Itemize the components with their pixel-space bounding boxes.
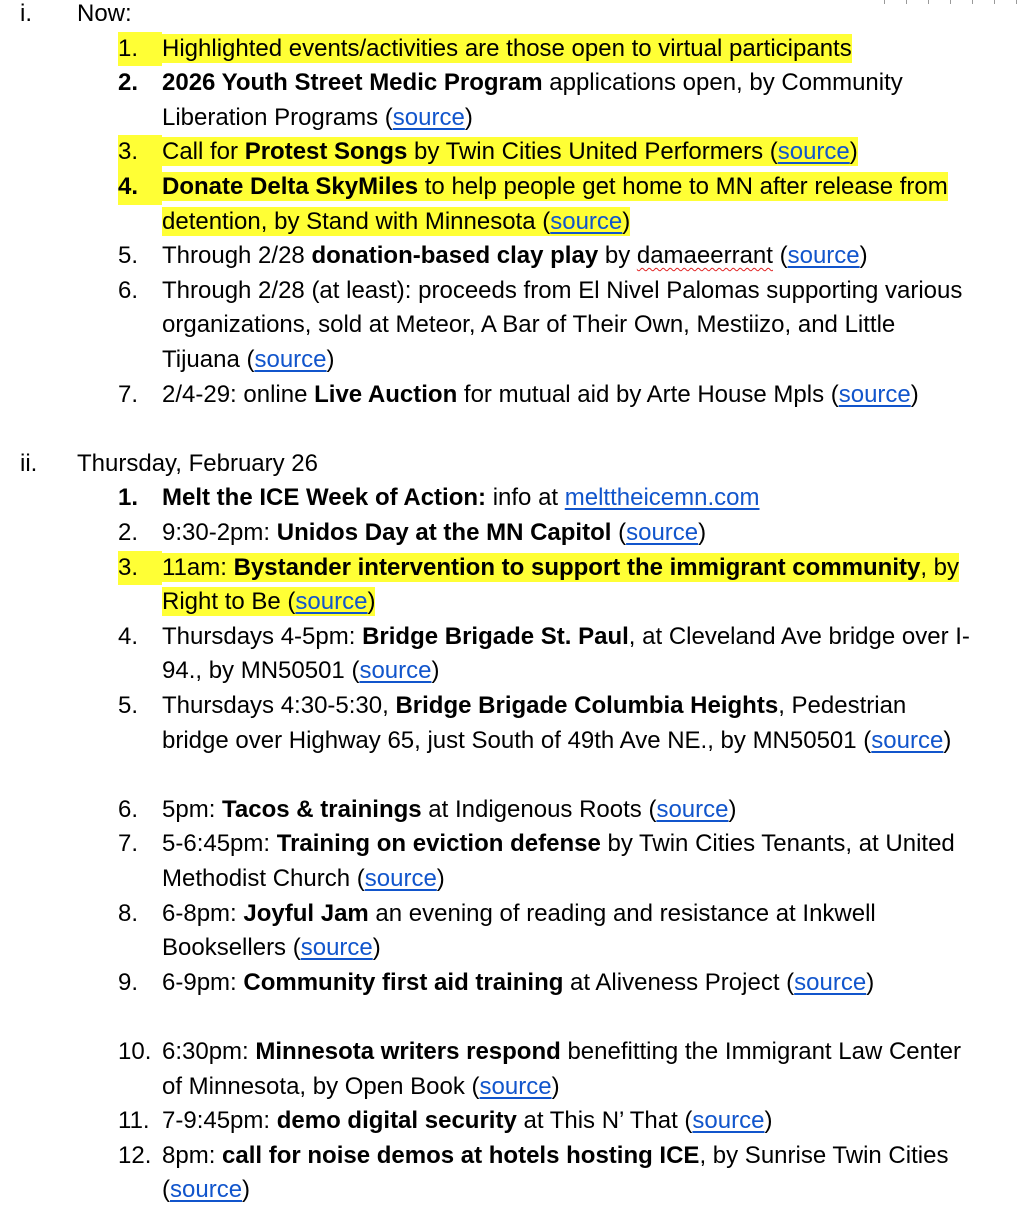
list-item-text xyxy=(162,1035,978,1104)
list-number: 2. xyxy=(118,69,139,97)
ruler-tick xyxy=(1016,0,1017,4)
list-item-text xyxy=(162,620,978,689)
text-run: ) xyxy=(431,657,440,685)
list-number: 3. xyxy=(118,135,162,170)
list-item-text xyxy=(162,481,978,516)
text-run: ) xyxy=(943,726,952,754)
list-item xyxy=(118,1139,978,1208)
list-item-text xyxy=(162,378,978,413)
text-run: ( xyxy=(611,519,627,546)
text-run: ) xyxy=(326,345,335,373)
source-link[interactable]: source xyxy=(794,968,867,996)
item-text xyxy=(162,830,955,892)
item-text xyxy=(162,623,970,685)
text-run: at Indigenous Roots ( xyxy=(421,795,657,823)
ruler-tick xyxy=(950,0,951,4)
event-title: Bridge Brigade St. Paul xyxy=(362,622,629,650)
item-text xyxy=(162,1107,772,1134)
list-item-text xyxy=(162,516,978,551)
list-item-text xyxy=(162,1139,978,1208)
item-text xyxy=(162,1142,948,1204)
text-run: ) xyxy=(764,1107,773,1135)
event-title: donation-based clay play xyxy=(311,242,599,270)
ruler-tick xyxy=(972,0,973,4)
event-title: Bridge Brigade Columbia Heights xyxy=(395,692,779,719)
text-run: by Twin Cities United Performers ( xyxy=(407,138,778,166)
item-text xyxy=(162,796,736,823)
list-number: 1. xyxy=(118,32,162,67)
list-item-text xyxy=(162,66,978,135)
text-run: ) xyxy=(910,380,919,408)
source-link[interactable]: source xyxy=(254,345,327,373)
source-link[interactable]: source xyxy=(359,657,432,685)
text-run: 6-9pm: xyxy=(162,968,244,996)
list-number: 5. xyxy=(118,692,139,719)
source-link[interactable]: source xyxy=(295,588,368,616)
text-run: ) xyxy=(436,864,445,892)
item-text xyxy=(162,484,759,511)
text-run: , Pedestrian bridge over Highway 65, just South of 49th Ave NE., by MN50501 ( xyxy=(162,692,907,754)
text-run: Thursdays 4-5pm: xyxy=(162,622,363,650)
ruler-tick xyxy=(928,0,929,4)
item-text xyxy=(162,69,903,131)
text-run: ) xyxy=(367,588,376,616)
highlight-span xyxy=(162,172,948,236)
event-title: Training on eviction defense xyxy=(276,830,601,858)
list-item xyxy=(118,1104,978,1139)
list-item xyxy=(118,1035,978,1104)
source-link[interactable]: source xyxy=(170,1176,243,1204)
list-number: 11. xyxy=(118,1107,150,1135)
text-run: 7-9:45pm: xyxy=(162,1107,277,1135)
text-run: , at Cleveland Ave bridge over I-94., by MN50501 ( xyxy=(162,622,970,685)
misspelled-word[interactable]: damaeerrant xyxy=(636,242,773,270)
list-item-text xyxy=(162,135,978,170)
section-numeral: i. xyxy=(20,0,32,27)
list-item-text xyxy=(162,793,978,828)
item-text xyxy=(162,969,874,996)
list-item xyxy=(118,897,978,966)
source-link[interactable]: source xyxy=(392,103,465,131)
section-title: Thursday, February 26 xyxy=(77,449,318,477)
list-item-text xyxy=(162,170,978,239)
list-item xyxy=(118,689,978,758)
list-item xyxy=(118,274,978,378)
list-item xyxy=(118,966,978,1001)
text-run: Call for xyxy=(162,138,245,166)
list-item-text xyxy=(162,689,978,758)
text-run: to help people get home to MN after release from detention, by Stand with Minnesota ( xyxy=(162,173,948,235)
event-title: Tacos & trainings xyxy=(222,795,422,823)
source-link[interactable]: source xyxy=(626,519,699,546)
list-number: 8. xyxy=(118,899,139,927)
source-link[interactable]: source xyxy=(364,864,437,892)
list-item-text xyxy=(162,32,978,67)
list-number: 6. xyxy=(118,276,139,304)
list-number: 10. xyxy=(118,1038,152,1065)
source-link[interactable]: source xyxy=(787,242,860,270)
text-run: ) xyxy=(464,103,473,131)
text-run: an evening of reading and resistance at Inkwell Booksellers ( xyxy=(162,899,876,962)
ruler-ticks xyxy=(0,0,1036,4)
list-number: 6. xyxy=(118,795,139,823)
list-item xyxy=(118,793,978,828)
list-item-text xyxy=(162,827,978,896)
event-title: Unidos Day at the MN Capitol xyxy=(276,519,612,546)
highlight-span xyxy=(162,34,852,63)
text-run: 11am: xyxy=(162,553,234,581)
list-number: 5. xyxy=(118,242,139,270)
list-item xyxy=(118,620,978,689)
website-link[interactable]: melttheicemn.com xyxy=(564,484,760,512)
source-link[interactable]: source xyxy=(871,726,944,754)
list-item xyxy=(118,135,978,170)
text-run: ) xyxy=(859,242,868,270)
ruler-tick xyxy=(906,0,907,4)
list-number: 4. xyxy=(118,170,162,205)
highlight-span xyxy=(162,553,959,617)
highlight-span xyxy=(162,137,858,166)
text-run: by Twin Cities Tenants, at United Methodist Church ( xyxy=(162,830,955,892)
source-link[interactable]: source xyxy=(550,207,623,235)
text-run: Thursdays 4:30-5:30, xyxy=(162,692,396,719)
list-item-text xyxy=(162,966,978,1001)
event-title: call for noise demos at hotels hosting ICE xyxy=(222,1141,700,1169)
text-run: 6:30pm: xyxy=(162,1038,256,1065)
item-text xyxy=(162,692,951,754)
section-title: Now: xyxy=(77,0,132,27)
event-title: Donate Delta SkyMiles xyxy=(162,173,419,200)
text-run: benefitting the Immigrant Law Center of Minnesota, by Open Book ( xyxy=(162,1038,961,1100)
item-text xyxy=(162,519,706,546)
event-title: Protest Songs xyxy=(244,138,408,166)
text-run: ) xyxy=(372,934,381,962)
event-title: Melt the ICE Week of Action: xyxy=(162,484,487,512)
list-item xyxy=(118,551,978,620)
event-title: Bystander intervention to support the immigrant community xyxy=(233,553,921,581)
list-item-text xyxy=(162,274,978,378)
list-number: 7. xyxy=(118,830,139,858)
text-run: ) xyxy=(551,1072,560,1100)
list-item-text xyxy=(162,1104,978,1139)
text-run: applications open, by Community Liberation Programs ( xyxy=(162,69,903,131)
event-title: Joyful Jam xyxy=(243,899,369,927)
source-link[interactable]: source xyxy=(777,138,850,166)
list-number: 12. xyxy=(118,1141,152,1169)
item-text xyxy=(162,381,919,408)
item-text xyxy=(162,1038,961,1100)
text-run: by xyxy=(598,242,637,270)
source-link[interactable]: source xyxy=(479,1072,552,1100)
list-number: 2. xyxy=(118,519,139,546)
list-item xyxy=(118,66,978,135)
text-run: 5pm: xyxy=(162,795,223,823)
list-item-text xyxy=(162,897,978,966)
list-number: 7. xyxy=(118,380,139,408)
source-link[interactable]: source xyxy=(692,1107,765,1135)
list-item xyxy=(118,827,978,896)
text-run: 8pm: xyxy=(162,1141,223,1169)
list-number: 3. xyxy=(118,551,162,586)
text-run: Highlighted events/activities are those open to virtual participants xyxy=(162,34,852,62)
text-run: ) xyxy=(849,138,858,166)
source-link[interactable]: source xyxy=(838,380,911,408)
text-run: 2/4-29: online xyxy=(162,380,315,408)
event-title: demo digital security xyxy=(276,1107,517,1135)
event-title: Minnesota writers respond xyxy=(255,1038,561,1065)
list-item xyxy=(118,516,978,551)
text-run: , by Right to Be ( xyxy=(162,553,960,616)
ruler-tick xyxy=(884,0,885,4)
list-item xyxy=(118,481,978,516)
text-run: ) xyxy=(622,207,631,235)
item-text xyxy=(162,242,868,269)
text-run: for mutual aid by Arte House Mpls ( xyxy=(457,380,839,408)
event-title: Community first aid training xyxy=(243,968,564,996)
list-number: 9. xyxy=(118,968,139,996)
event-title: 2026 Youth Street Medic Program xyxy=(162,69,543,97)
source-link[interactable]: source xyxy=(300,934,373,962)
list-item-text xyxy=(162,239,978,274)
text-run: 9:30-2pm: xyxy=(162,519,277,546)
ruler-tick xyxy=(994,0,995,4)
item-text xyxy=(162,277,962,373)
text-run: 5-6:45pm: xyxy=(162,830,277,858)
list-item xyxy=(118,170,978,239)
list-number: 1. xyxy=(118,484,139,512)
event-title: Live Auction xyxy=(314,380,458,408)
text-run: 6-8pm: xyxy=(162,899,244,927)
item-text xyxy=(162,900,876,962)
text-run: info at xyxy=(486,484,565,512)
text-run: at Aliveness Project ( xyxy=(563,968,795,996)
text-run: at This N’ That ( xyxy=(516,1107,693,1135)
text-run: ( xyxy=(772,242,788,270)
text-run: ) xyxy=(698,519,707,546)
list-item xyxy=(118,239,978,274)
text-run: , by Sunrise Twin Cities ( xyxy=(162,1141,949,1204)
text-run: ) xyxy=(728,795,737,823)
text-run: Through 2/28 (at least): proceeds from El Nivel Palomas supporting various organizations, sold at Meteor, A Bar of Their Own, Mestiizo, and Little Tijuana ( xyxy=(162,276,963,373)
section-numeral: ii. xyxy=(20,449,38,477)
text-run: ) xyxy=(242,1176,251,1204)
source-link[interactable]: source xyxy=(656,795,729,823)
text-run: ) xyxy=(866,968,875,996)
list-number: 4. xyxy=(118,622,139,650)
list-item xyxy=(118,32,978,67)
text-run: Through 2/28 xyxy=(162,242,312,270)
list-item-text xyxy=(162,551,978,620)
list-item xyxy=(118,378,978,413)
